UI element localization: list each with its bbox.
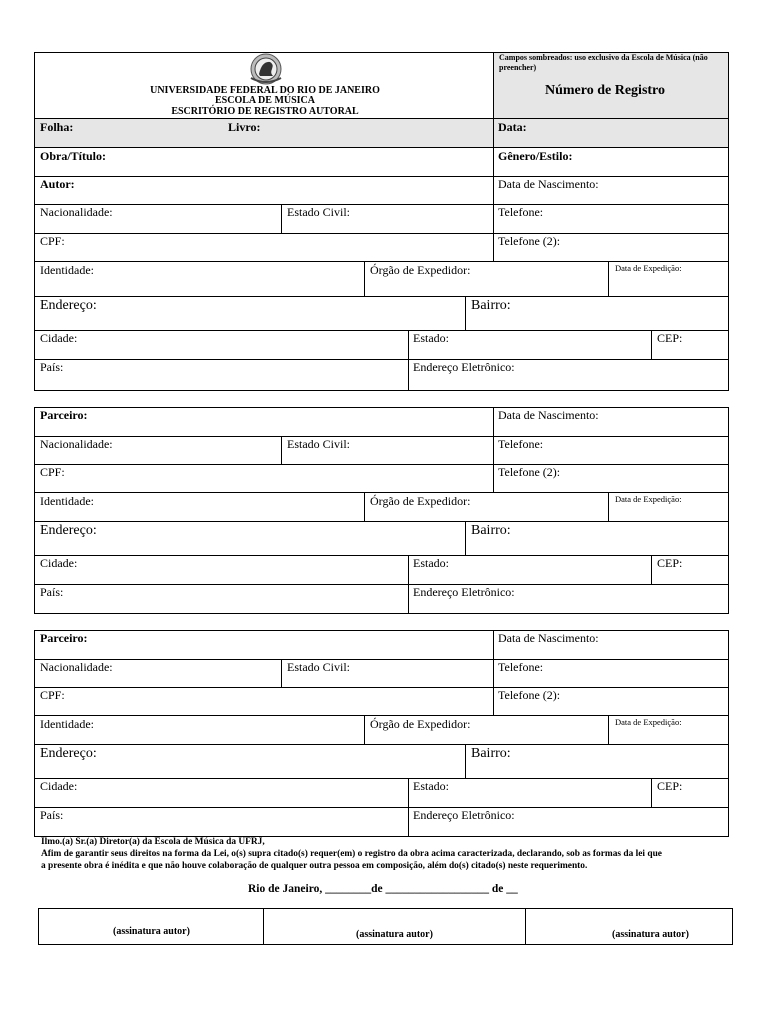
university-name: UNIVERSIDADE FEDERAL DO RIO DE JANEIRO	[150, 85, 380, 96]
partner1-section	[34, 407, 729, 614]
author-city-label: Cidade:	[40, 331, 78, 345]
author-phone-label: Telefone:	[498, 205, 544, 219]
partner1-marital-status-label: Estado Civil:	[287, 437, 350, 451]
book-label: Livro:	[228, 120, 261, 134]
partner2-cpf-label: CPF:	[40, 688, 65, 702]
partner2-country-label: País:	[40, 808, 64, 822]
author-nationality-label: Nacionalidade:	[40, 205, 113, 219]
sheet-label: Folha:	[40, 120, 74, 134]
partner2-section	[34, 630, 729, 837]
work-title-label: Obra/Título:	[40, 149, 107, 163]
date-label: Data:	[498, 120, 527, 134]
partner1-identity-label: Identidade:	[40, 494, 94, 508]
partner2-email-label: Endereço Eletrônico:	[413, 808, 515, 822]
partner2-birth-date-label: Data de Nascimento:	[498, 631, 599, 645]
partner1-email-label: Endereço Eletrônico:	[413, 585, 515, 599]
author-country-label: País:	[40, 360, 64, 374]
author-birth-date-label: Data de Nascimento:	[498, 177, 599, 191]
author-identity-label: Identidade:	[40, 263, 94, 277]
partner1-issuer-label: Órgão de Expedidor:	[370, 494, 471, 508]
author-issue-date-label: Data de Expedição:	[615, 263, 682, 273]
partner1-label: Parceiro:	[40, 408, 88, 422]
partner1-country-label: País:	[40, 585, 64, 599]
signature-author-3: (assinatura autor)	[612, 929, 689, 940]
partner1-phone-label: Telefone:	[498, 437, 544, 451]
author-cpf-label: CPF:	[40, 234, 65, 248]
partner1-state-label: Estado:	[413, 556, 449, 570]
partner2-city-label: Cidade:	[40, 779, 78, 793]
university-seal-icon	[246, 52, 286, 86]
date-line: Rio de Janeiro, ________de __________________ de __	[248, 883, 518, 895]
partner1-district-label: Bairro:	[471, 523, 511, 538]
signature-author-2: (assinatura autor)	[356, 929, 433, 940]
partner2-nationality-label: Nacionalidade:	[40, 660, 113, 674]
partner1-cpf-label: CPF:	[40, 465, 65, 479]
author-label: Autor:	[40, 177, 75, 191]
partner2-phone2-label: Telefone (2):	[498, 688, 561, 702]
school-name: ESCOLA DE MÚSICA	[214, 95, 316, 106]
partner1-phone2-label: Telefone (2):	[498, 465, 561, 479]
partner1-nationality-label: Nacionalidade:	[40, 437, 113, 451]
author-marital-status-label: Estado Civil:	[287, 205, 350, 219]
signature-author-1: (assinatura autor)	[113, 926, 190, 937]
partner2-issuer-label: Órgão de Expedidor:	[370, 717, 471, 731]
partner2-identity-label: Identidade:	[40, 717, 94, 731]
declaration-line-3: a presente obra é inédita e que não houve colaboração de qualquer outra pessoa em composição, além do(s) citado(s) neste requerimento.	[41, 861, 588, 871]
author-zip-label: CEP:	[657, 331, 683, 345]
declaration-line-2: Afim de garantir seus direitos na forma da Lei, o(s) supra citado(s) requer(em) o registro da obra acima caracterizada, declarando, sob as formas da lei que	[41, 849, 662, 859]
author-issuer-label: Órgão de Expedidor:	[370, 263, 471, 277]
author-address-label: Endereço:	[40, 298, 97, 313]
partner2-address-label: Endereço:	[40, 746, 97, 761]
partner1-address-label: Endereço:	[40, 523, 97, 538]
partner1-city-label: Cidade:	[40, 556, 78, 570]
declaration-line-1: Ilmo.(a) Sr.(a) Diretor(a) da Escola de Música da UFRJ,	[41, 837, 265, 847]
registry-number-label: Número de Registro	[545, 83, 666, 98]
author-email-label: Endereço Eletrônico:	[413, 360, 515, 374]
partner1-birth-date-label: Data de Nascimento:	[498, 408, 599, 422]
partner2-state-label: Estado:	[413, 779, 449, 793]
author-state-label: Estado:	[413, 331, 449, 345]
genre-label: Gênero/Estilo:	[498, 149, 573, 163]
partner2-district-label: Bairro:	[471, 746, 511, 761]
partner2-label: Parceiro:	[40, 631, 88, 645]
partner2-issue-date-label: Data de Expedição:	[615, 717, 682, 727]
author-phone2-label: Telefone (2):	[498, 234, 561, 248]
partner2-zip-label: CEP:	[657, 779, 683, 793]
partner1-zip-label: CEP:	[657, 556, 683, 570]
partner2-phone-label: Telefone:	[498, 660, 544, 674]
partner1-issue-date-label: Data de Expedição:	[615, 494, 682, 504]
office-name: ESCRITÓRIO DE REGISTRO AUTORAL	[171, 106, 359, 117]
author-district-label: Bairro:	[471, 298, 511, 313]
partner2-marital-status-label: Estado Civil:	[287, 660, 350, 674]
shaded-fields-note: Campos sombreados: uso exclusivo da Escola de Música (não preencher)	[499, 53, 708, 72]
